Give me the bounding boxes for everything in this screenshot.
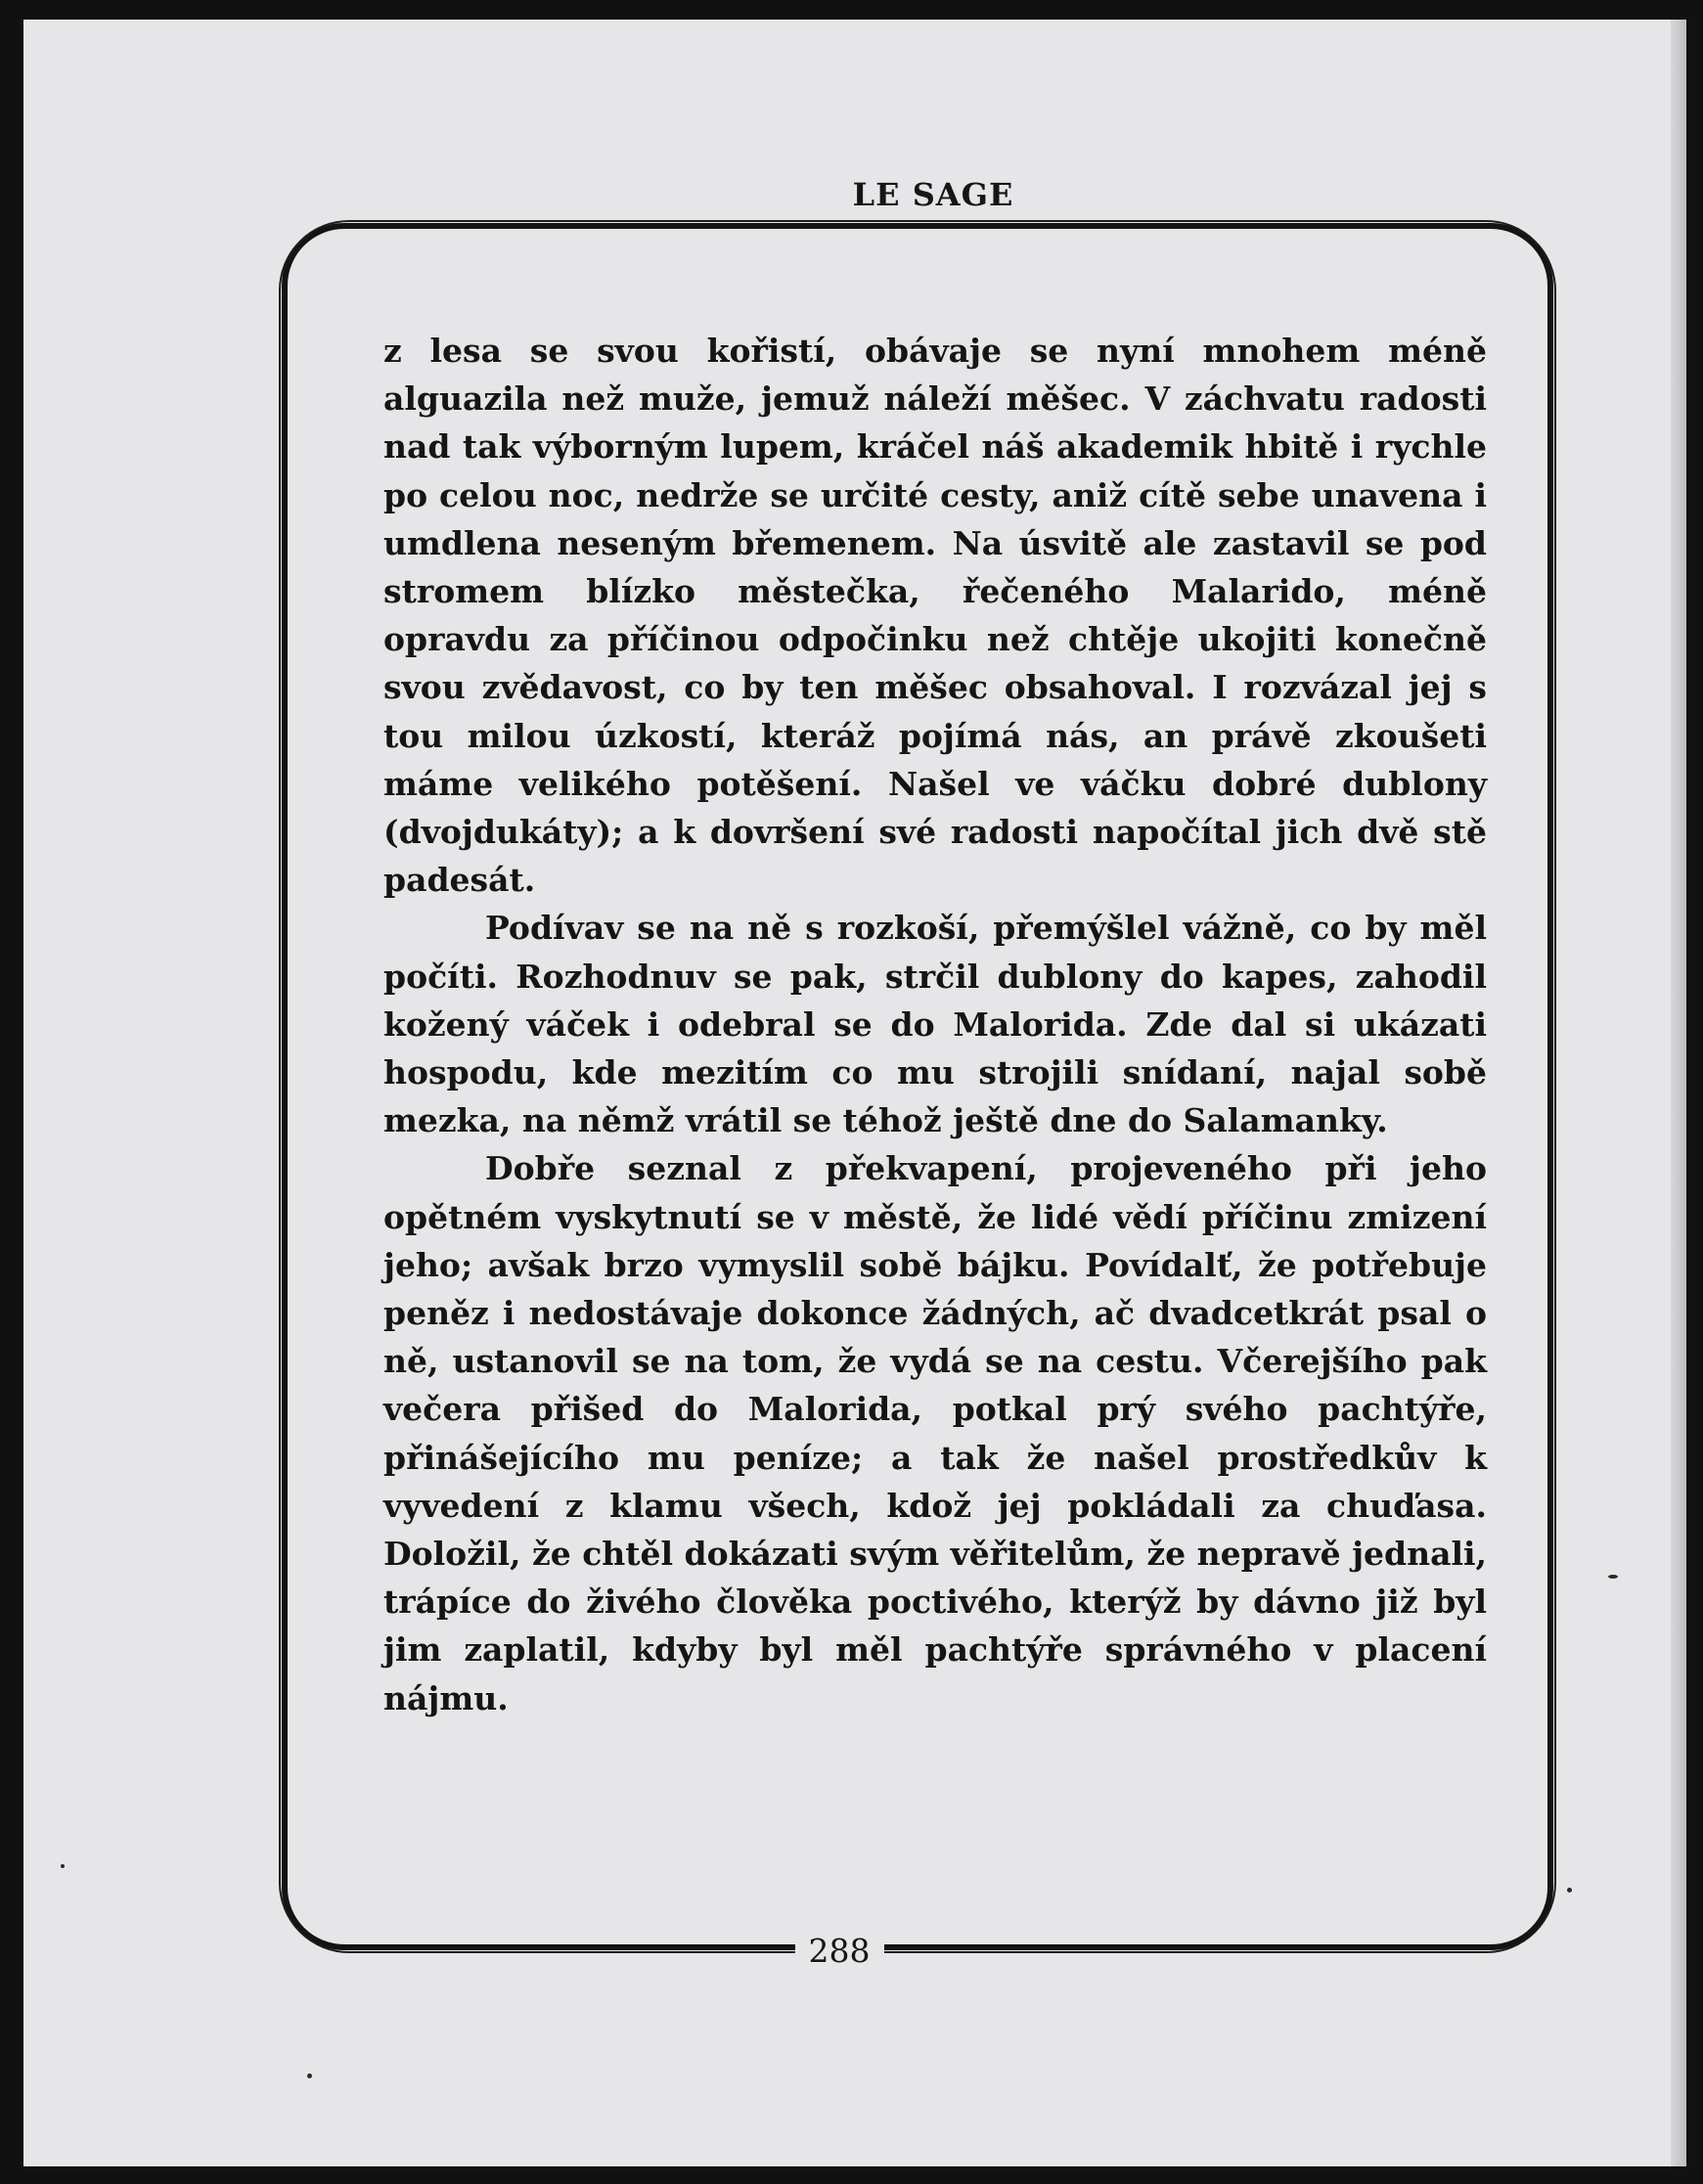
page-number-line — [8, 1932, 1671, 1970]
dust-speck — [307, 2073, 312, 2078]
paragraph: Podívav se na ně s rozkoší, přemýšlel vážně, co by měl počíti. Rozhodnuv se pak, strčil dublony do kapes, zahodil kožený váček i odebral se do Malorida. Zde dal si ukázati hospodu, kde mezitím co mu strojili snídaní, najal sobě mezka, na němž vrátil se téhož ještě dne do Salamanky. — [383, 909, 1487, 1140]
paragraph: z lesa se svou kořistí, obávaje se nyní mnohem méně alguazila než muže, jemuž náleží měšec. V záchvatu radosti nad tak výborným lupem, kráčel náš akademik hbitě i rychle po celou noc, nedrže se určité cesty, aniž cítě sebe unavena i umdlena neseným břemenem. Na úsvitě ale zastavil se pod stromem blízko městečka, řečeného Malarido, méně opravdu za příčinou odpočinku než chtěje ukojiti konečně svou zvědavost, co by ten měšec obsahoval. I rozvázal jej s tou milou úzkostí, kteráž pojímá nás, an právě zkoušeti máme velikého potěšení. Našel ve váčku dobré dublony (dvojdukáty); a k dovršení své radosti napočítal jich dvě stě padesát. — [383, 332, 1487, 900]
body-text — [383, 327, 1487, 1722]
dust-speck — [1608, 1575, 1618, 1579]
paragraph: Dobře seznal z překvapení, projeveného při jeho opětném vyskytnutí se v městě, že lidé vědí příčinu zmizení jeho; avšak brzo vymyslil sobě bájku. Povídalť, že potřebuje peněz i nedostávaje dokonce žádných, ač dvadcetkrát psal o ně, ustanovil se na tom, že vydá se na cestu. Včerejšího pak večera přišed do Malorida, potkal prý svého pachtýře, přinášejícího mu peníze; a tak že našel prostředkův k vyvedení z klamu všech, kdož jej pokládali za chuďasa. Doložil, že chtěl dokázati svým věřitelům, že nepravě jednali, trápíce do živého člověka poctivého, kterýž by dávno již byl jim zaplatil, kdyby byl měl pachtýře správného v placení nájmu. — [383, 1149, 1488, 1717]
running-head: LE SAGE — [852, 176, 1014, 213]
page-edge-shadow — [1671, 20, 1686, 2166]
page-number: 288 — [795, 1932, 884, 1970]
dust-speck — [1567, 1888, 1572, 1893]
dust-speck — [61, 1864, 65, 1868]
book-page — [23, 20, 1686, 2166]
